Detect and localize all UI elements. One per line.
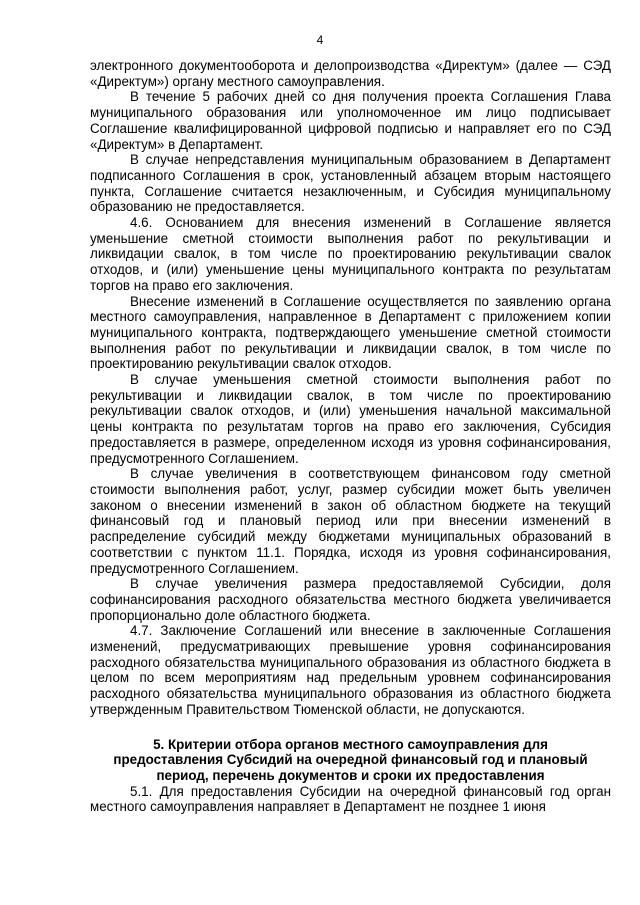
page-number: 4 <box>316 33 324 47</box>
paragraph-4-7: 4.7. Заключение Соглашений или внесение в заключенные Соглашения изменений, предусматривающих превышение уровня софинансирования расходного обязательства муниципального образования из областного бюджета в целом по всем мероприятиям над предельным уровнем софинансирования расходного обязательства муниципального образования из областного бюджета утвержденным Правительством Тюменской области, не допускаются. <box>90 623 611 717</box>
section-heading-line: 5. Критерии отбора органов местного самоуправления для <box>153 736 548 752</box>
document-body <box>90 58 611 815</box>
section-heading-line: период, перечень документов и сроки их предоставления <box>156 767 545 783</box>
paragraph-cost-increase: В случае увеличения в соответствующем финансовом году сметной стоимости выполнения работ, услуг, размер субсидии может быть увеличен законом о внесении изменений в закон об областном бюджете на текущий финансовый год и плановый период или при внесении изменений в распределение субсидий между бюджетами муниципальных образований в соответствии с пунктом 11.1. Порядка, исходя из уровня софинансирования, предусмотренного Соглашением. <box>90 466 611 576</box>
paragraph-4-6: 4.6. Основанием для внесения изменений в Соглашение является уменьшение сметной стоимости выполнения работ по рекультивации и ликвидации свалок, в том числе по проектированию рекультивации свалок отходов, и (или) уменьшение цены муниципального контракта по результатам торгов на право его заключения. <box>90 215 611 293</box>
paragraph-5-1: 5.1. Для предоставления Субсидии на очередной финансовый год орган местного самоуправления направляет в Департамент не позднее 1 июня <box>90 783 611 815</box>
paragraph-non-submission: В случае непредставления муниципальным образованием в Департамент подписанного Соглашения в срок, установленный абзацем вторым настоящего пункта, Соглашение считается незаключенным, и Субсидия муниципальному образованию не предоставляется. <box>90 152 611 215</box>
paragraph-signing-deadline: В течение 5 рабочих дней со дня получения проекта Соглашения Глава муниципального образования или уполномоченное им лицо подписывает Соглашение квалифицированной цифровой подписью и направляет его по СЭД «Директум» в Департамент. <box>90 89 611 152</box>
section-5-heading <box>90 737 611 784</box>
paragraph-continuation: электронного документооборота и делопроизводства «Директум» (далее — СЭД «Директум») органу местного самоуправления. <box>90 58 611 89</box>
paragraph-cost-decrease: В случае уменьшения сметной стоимости выполнения работ по рекультивации и ликвидации свалок, в том числе по проектированию рекультивации свалок отходов, и (или) уменьшения начальной максимальной цены контракта по результатам торгов на право его заключения, Субсидия предоставляется в размере, определенном исходя из уровня софинансирования, предусмотренного Соглашением. <box>90 372 611 466</box>
paragraph-cofinancing-share: В случае увеличения размера предоставляемой Субсидии, доля софинансирования расходного обязательства местного бюджета увеличивается пропорционально доле областного бюджета. <box>90 576 611 623</box>
section-heading-line: предоставления Субсидий на очередной финансовый год и плановый <box>113 752 588 768</box>
paragraph-amendment-procedure: Внесение изменений в Соглашение осуществляется по заявлению органа местного самоуправления, направленное в Департамент с приложением копии муниципального контракта, подтверждающего уменьшение сметной стоимости выполнения работ по рекультивации и ликвидации свалок, в том числе по проектированию рекультивации свалок отходов. <box>90 293 611 372</box>
